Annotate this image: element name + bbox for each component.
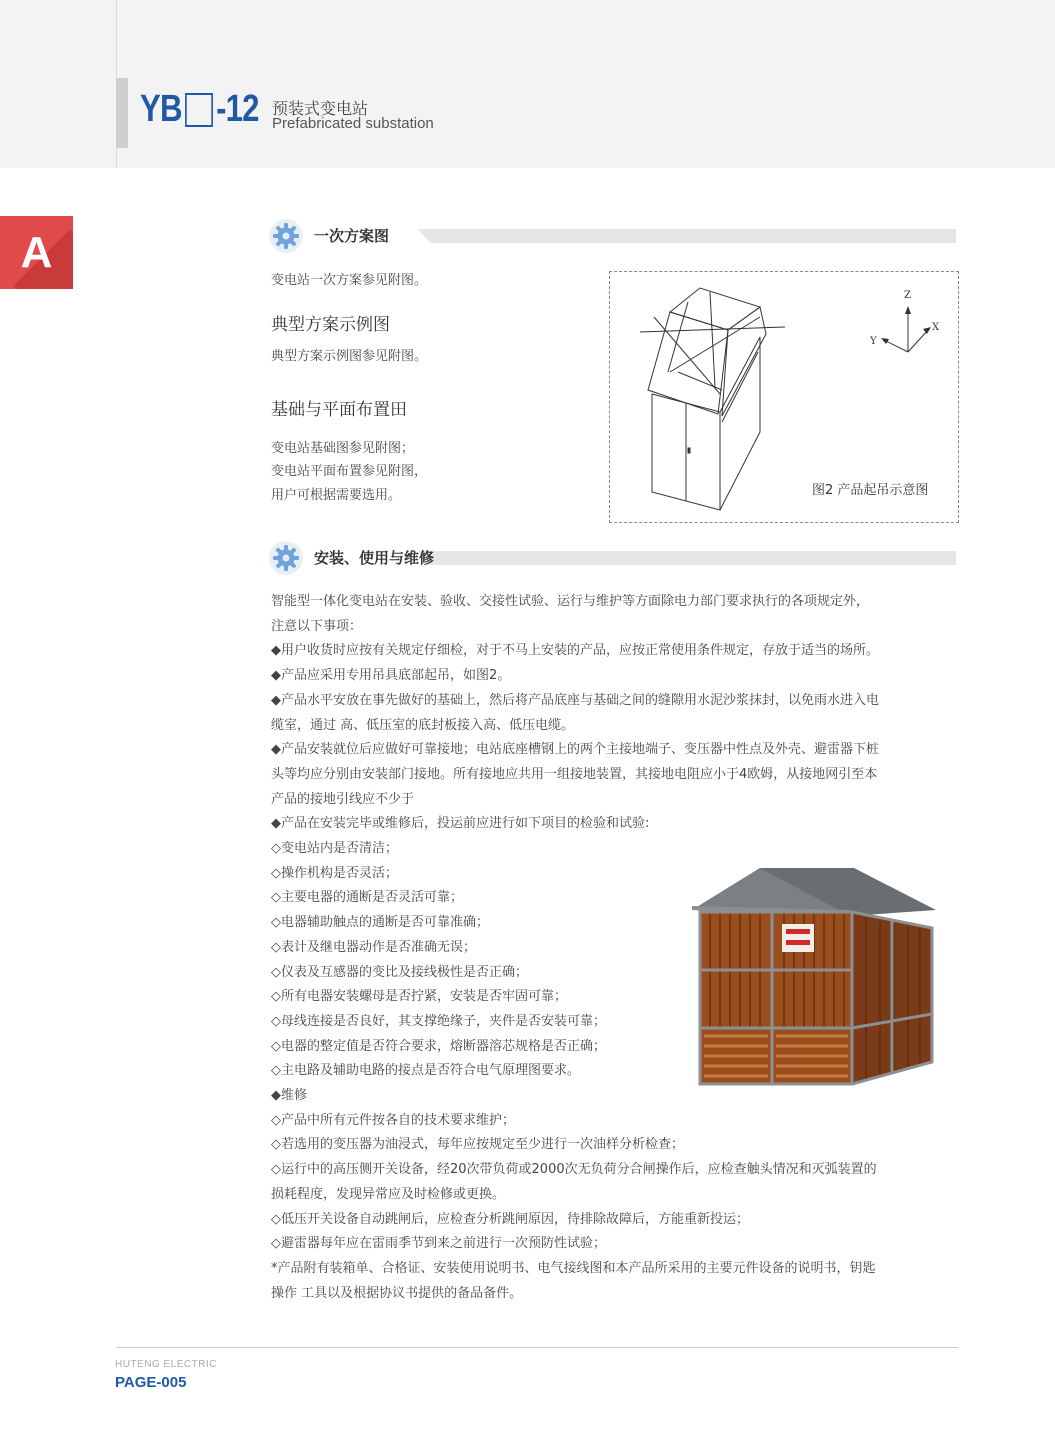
text-line: ◇变电站内是否清洁； — [271, 841, 398, 857]
text-line: 损耗程度，发现异常应及时检修或更换。 — [271, 1186, 506, 1202]
text-line: 智能型一体化变电站在安装、验收、交接性试验、运行与维护等方面除电力部门要求执行的各项规定外， — [271, 594, 870, 609]
axis-x-label: X — [932, 322, 940, 333]
text-line: ◇电器辅助触点的通断是否可靠准确； — [271, 915, 489, 931]
title-en: Prefabricated substation — [272, 115, 434, 132]
sub-heading: 典型方案示例图 — [271, 315, 390, 335]
model-prefix: YB — [140, 88, 182, 130]
text-line: ◇产品中所有元件按各自的技术要求维护； — [271, 1112, 515, 1128]
text-line: ◇主要电器的通断是否灵活可靠； — [271, 890, 463, 906]
paragraph: 典型方案示例图参见附图。 — [271, 349, 428, 364]
chapter-letter: A — [20, 228, 53, 277]
section-heading-scheme — [268, 216, 958, 256]
text-line: 产品的接地引线应不少于 — [271, 791, 415, 807]
figure-caption: 图2 产品起吊示意图 — [812, 483, 929, 498]
brand-name: HUTENG ELECTRIC — [115, 1359, 217, 1370]
text-line: 操作 工具以及根据协议书提供的备品备件。 — [271, 1285, 523, 1301]
paragraph-line: 用户可根据需要选用。 — [271, 488, 402, 503]
text-line: ◆产品应采用专用吊具底部起吊，如图2。 — [271, 668, 511, 684]
text-line: ◇表计及继电器动作是否准确无误； — [271, 939, 476, 955]
model-number — [140, 88, 259, 131]
gear-icon — [268, 540, 304, 576]
text-line: ◆用户收货时应按有关规定仔细检，对于不马上安装的产品，应按正常使用条件规定，存放于适当的场所。 — [271, 643, 879, 659]
paragraph-line: 变电站基础图参见附图； — [271, 441, 415, 456]
text-line: ◇主电路及辅助电路的接点是否符合电气原理图要求。 — [271, 1063, 580, 1079]
paragraph: 变电站一次方案参见附图。 — [271, 273, 428, 288]
text-line: ◇运行中的高压侧开关设备，经20次带负荷或2000次无负荷分合闸操作后，应检查触头情况和灭弧装置的 — [271, 1162, 877, 1178]
text-line: ◆维修 — [271, 1088, 307, 1104]
model-box-icon — [185, 93, 213, 127]
title-cn: 预装式变电站 — [272, 99, 369, 118]
text-line: ◇操作机构是否灵活； — [271, 865, 398, 881]
gear-icon — [268, 218, 304, 254]
axis-z-label: Z — [904, 290, 911, 301]
chapter-badge — [0, 216, 73, 289]
header-band — [0, 0, 1055, 168]
model-suffix: -12 — [216, 88, 259, 130]
page-number: PAGE-005 — [115, 1374, 187, 1391]
text-line: ◇母线连接是否良好，其支撑绝缘子，夹件是否安装可靠； — [271, 1013, 606, 1029]
footer-divider — [116, 1347, 958, 1348]
section-heading-installation — [268, 538, 958, 578]
text-line: ◇所有电器安装螺母是否拧紧，安装是否牢固可靠； — [271, 989, 567, 1005]
text-line: ◇电器的整定值是否符合要求，熔断器溶芯规格是否正确； — [271, 1038, 606, 1054]
header-accent-bar — [116, 78, 128, 148]
text-line: ◇仪表及互感器的变比及接线极性是否正确； — [271, 964, 528, 980]
sub-heading: 基础与平面布置田 — [271, 400, 407, 420]
text-line: ◆产品水平安放在事先做好的基础上，然后将产品底座与基础之间的缝隙用水泥沙浆抹封，以免雨水进入电 — [271, 692, 879, 708]
text-line: ◇低压开关设备自动跳闸后，应检查分析跳闸原因，待排除故障后，方能重新投运； — [271, 1211, 749, 1227]
substation-photo — [690, 866, 940, 1088]
text-line: 头等均应分别由安装部门接地。所有接地应共用一组接地装置，其接地电阻应小于4欧姆，从接地网引至本 — [271, 766, 878, 782]
section-title: 安装、使用与维修 — [314, 549, 435, 567]
text-line: 注意以下事项： — [271, 618, 363, 634]
text-line: 缆室，通过 高、低压室的底封板接入高、低压电缆。 — [271, 717, 575, 733]
paragraph-line: 变电站平面布置参见附图， — [271, 464, 428, 479]
section-title: 一次方案图 — [314, 227, 390, 245]
text-line: *产品附有装箱单、合格证、安装使用说明书、电气接线图和本产品所采用的主要元件设备的说明书，钥匙 — [271, 1260, 876, 1276]
text-line: ◆产品在安装完毕或维修后，投运前应进行如下项目的检验和试验: — [271, 816, 650, 832]
axis-y-label: Y — [870, 336, 877, 347]
text-line: ◇若选用的变压器为油浸式，每年应按规定至少进行一次油样分析检查； — [271, 1137, 684, 1153]
text-line: ◆产品安装就位后应做好可靠接地；电站底座槽钢上的两个主接地端子、变压器中性点及外壳、避雷器下桩 — [271, 742, 879, 758]
text-line: ◇避雷器每年应在雷雨季节到来之前进行一次预防性试验； — [271, 1236, 606, 1252]
